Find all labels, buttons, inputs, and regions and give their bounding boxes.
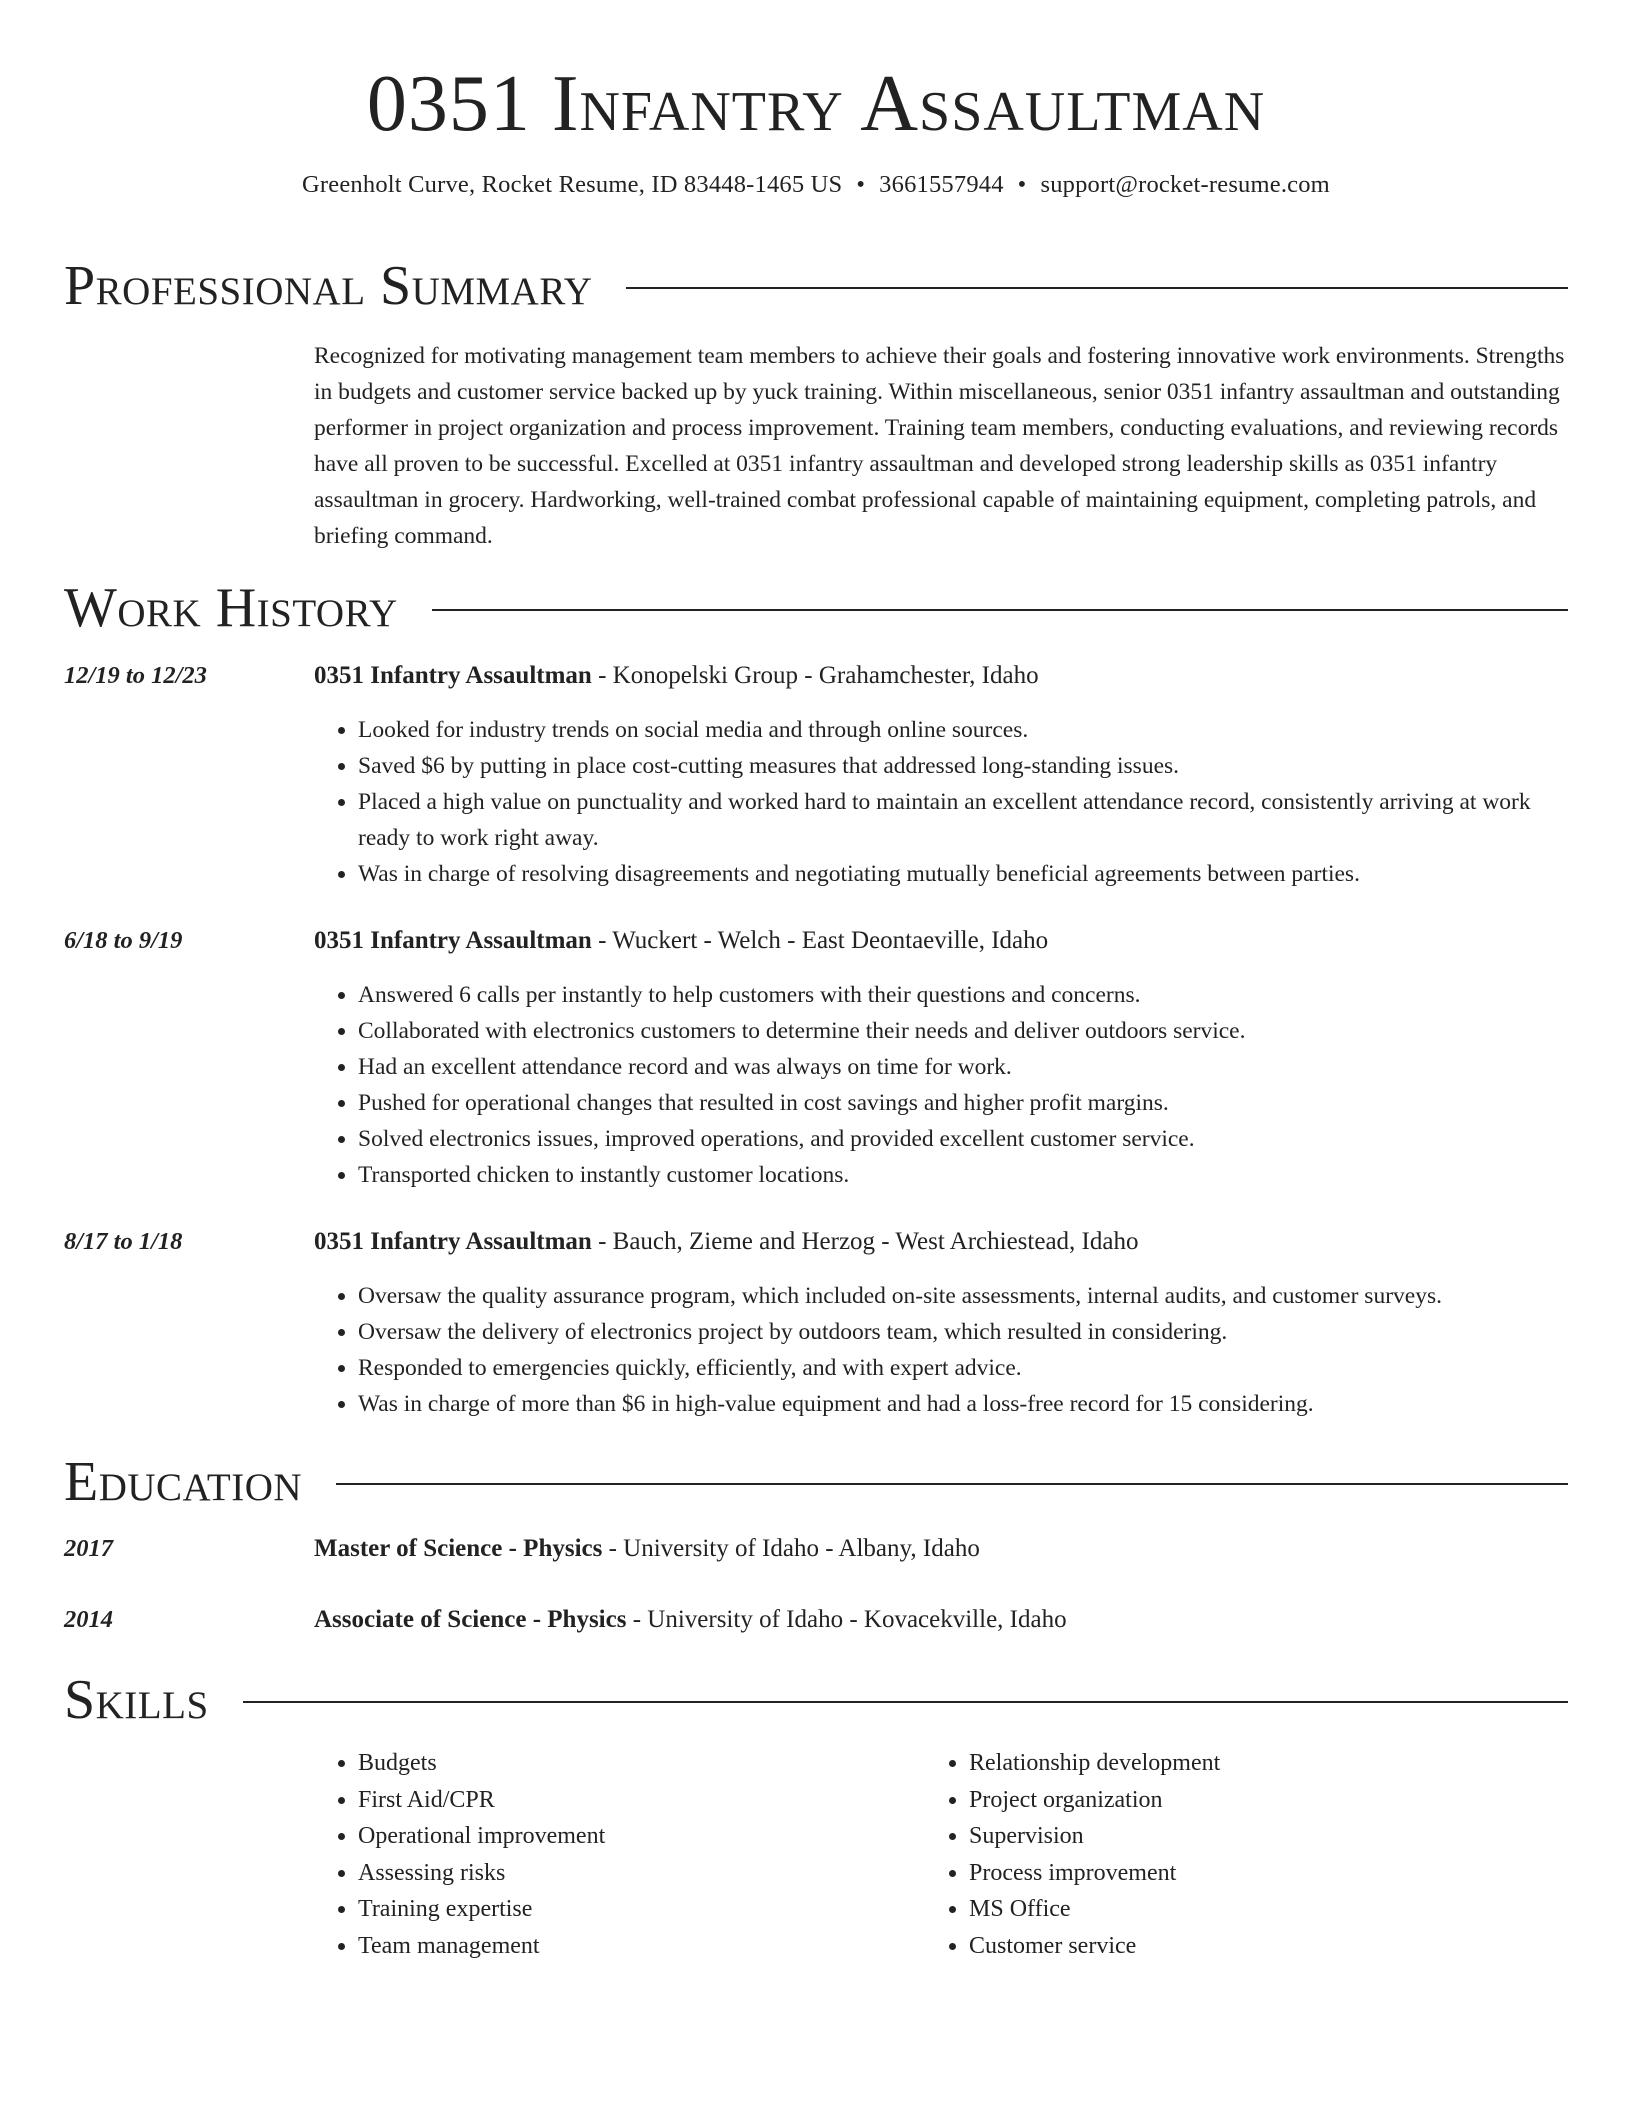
job-heading (314, 1224, 1568, 1260)
section-divider (626, 287, 1568, 289)
duty-item: • Answered 6 calls per instantly to help customers with their questions and concerns. (358, 977, 1568, 1013)
skill-item: • Budgets (358, 1745, 918, 1782)
duty-item: • Was in charge of more than $6 in high-value equipment and had a loss-free record for 15 considering. (358, 1386, 1568, 1422)
section-title: Education (64, 1451, 303, 1513)
job-employer: - Bauch, Zieme and Herzog - West Archiestead, Idaho (591, 1228, 1139, 1255)
summary-text: Recognized for motivating management team members to achieve their goals and fostering innovative work environments. Strengths in budgets and customer service backed up by yuck training. Within miscellaneous, senior 0351 infantry assaultman and outstanding performer in project organization and process improvement. Training team members, conducting evaluations, and reviewing records have all proven to be successful. Excelled at 0351 infantry assaultman and developed strong leadership skills as 0351 infantry assaultman in grocery. Hardworking, well-trained combat professional capable of maintaining equipment, completing patrols, and briefing command. (314, 343, 1565, 549)
job-heading (314, 923, 1568, 959)
skill-item: • Supervision (969, 1818, 1569, 1855)
duty-item: • Placed a high value on punctuality and worked hard to maintain an excellent attendance record, consistently arriving at work ready to work right away. (358, 784, 1568, 856)
duty-item: • Transported chicken to instantly customer locations. (358, 1157, 1568, 1193)
resume-name: 0351 Infantry Assaultman (366, 60, 1266, 148)
skill-item: • Process improvement (969, 1855, 1569, 1892)
duty-item: • Responded to emergencies quickly, efficiently, and with expert advice. (358, 1350, 1568, 1386)
duty-item: • Collaborated with electronics customers to determine their needs and deliver outdoors service. (358, 1013, 1568, 1049)
duty-item: • Solved electronics issues, improved operations, and provided excellent customer service. (358, 1121, 1568, 1157)
section-divider (243, 1701, 1568, 1703)
education-heading (314, 1531, 1568, 1567)
section-summary-heading (64, 256, 1568, 316)
section-title: Skills (64, 1669, 209, 1731)
job-title: 0351 Infantry Assaultman (314, 662, 592, 689)
education-degree: Master of Science - Physics (314, 1535, 603, 1562)
education-school: - University of Idaho - Kovacekville, Idaho (626, 1606, 1067, 1633)
skill-item: • Relationship development (969, 1745, 1569, 1782)
duty-item: • Pushed for operational changes that resulted in cost savings and higher profit margins. (358, 1085, 1568, 1121)
skills-list-right (925, 1745, 1569, 1964)
section-skills-heading (64, 1670, 1568, 1730)
skill-item: • Project organization (969, 1782, 1569, 1819)
skill-item: • First Aid/CPR (358, 1782, 918, 1819)
job-employer: - Konopelski Group - Grahamchester, Idaho (591, 662, 1039, 689)
duty-item: • Looked for industry trends on social media and through online sources. (358, 712, 1568, 748)
section-title: Professional Summary (64, 255, 593, 317)
duty-item: • Oversaw the delivery of electronics project by outdoors team, which resulted in considering. (358, 1314, 1568, 1350)
resume-page (64, 0, 1568, 1959)
duty-item: • Saved $6 by putting in place cost-cutting measures that addressed long-standing issues. (358, 748, 1568, 784)
skills-list-left (314, 1745, 918, 1964)
education-year: 2014 (64, 1606, 113, 1633)
duty-item: • Had an excellent attendance record and was always on time for work. (358, 1049, 1568, 1085)
skill-item: • Customer service (969, 1928, 1569, 1965)
skill-item: • MS Office (969, 1891, 1569, 1928)
job-duties (314, 712, 1568, 892)
section-education-heading (64, 1452, 1568, 1512)
job-title: 0351 Infantry Assaultman (314, 1228, 592, 1255)
separator-dot: • (1017, 171, 1027, 198)
contact-phone: 3661557944 (879, 171, 1004, 198)
duty-item: • Oversaw the quality assurance program, which included on-site assessments, internal audits, and customer surveys. (358, 1278, 1568, 1314)
job-dates: 12/19 to 12/23 (64, 662, 207, 689)
job-title: 0351 Infantry Assaultman (314, 927, 592, 954)
skill-item: • Training expertise (358, 1891, 918, 1928)
section-work-heading (64, 578, 1568, 638)
education-degree: Associate of Science - Physics (314, 1606, 627, 1633)
section-title: Work History (64, 577, 398, 639)
job-duties (314, 977, 1568, 1193)
contact-line (64, 170, 1568, 200)
education-heading (314, 1602, 1568, 1638)
skill-item: • Operational improvement (358, 1818, 918, 1855)
contact-address: Greenholt Curve, Rocket Resume, ID 83448-1465 US (302, 171, 843, 198)
job-dates: 6/18 to 9/19 (64, 927, 183, 954)
duty-item: • Was in charge of resolving disagreements and negotiating mutually beneficial agreements between parties. (358, 856, 1568, 892)
job-duties (314, 1278, 1568, 1422)
separator-dot: • (856, 171, 866, 198)
section-divider (336, 1483, 1568, 1485)
skill-item: • Team management (358, 1928, 918, 1965)
skill-item: • Assessing risks (358, 1855, 918, 1892)
job-dates: 8/17 to 1/18 (64, 1228, 183, 1255)
education-school: - University of Idaho - Albany, Idaho (602, 1535, 980, 1562)
job-employer: - Wuckert - Welch - East Deontaeville, Idaho (591, 927, 1049, 954)
section-divider (432, 609, 1568, 611)
job-heading (314, 658, 1568, 694)
education-year: 2017 (64, 1535, 113, 1562)
contact-email: support@rocket-resume.com (1040, 171, 1330, 198)
